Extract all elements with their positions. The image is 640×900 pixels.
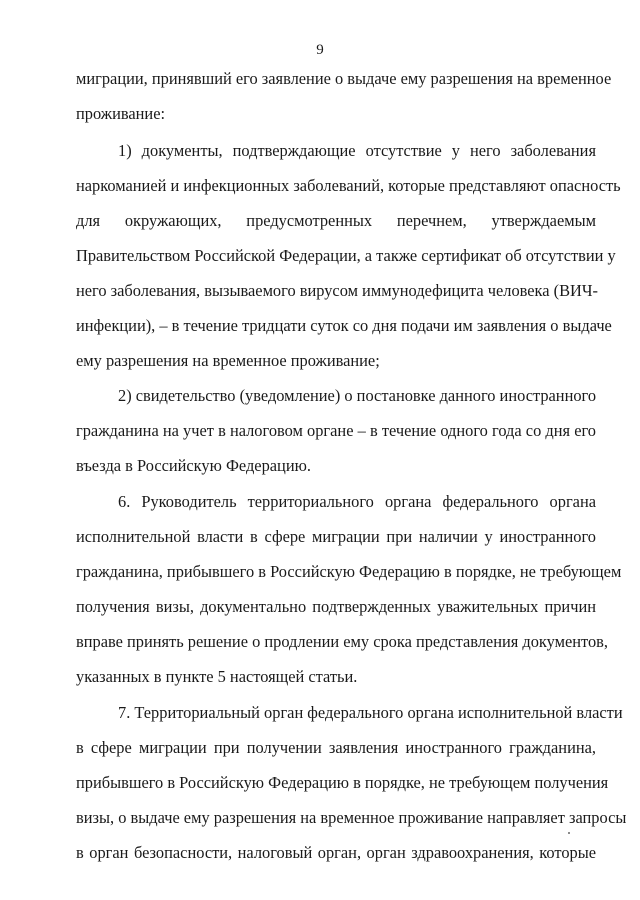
text-line: в сфере миграции при получении заявления иностранного гражданина,: [76, 738, 596, 757]
text-line: прибывшего в Российскую Федерацию в порядке, не требующем получения: [76, 773, 609, 792]
text-line: наркоманией и инфекционных заболеваний, которые представляют опасность: [76, 176, 621, 195]
text-line: миграции, принявший его заявление о выдаче ему разрешения на временное: [76, 69, 612, 88]
page-number: 9: [316, 42, 324, 58]
text-line: исполнительной власти в сфере миграции при наличии у иностранного: [76, 527, 596, 546]
text-line: получения визы, документально подтвержденных уважительных причин: [76, 597, 596, 616]
text-line: для окружающих, предусмотренных перечнем, утверждаемым: [76, 211, 596, 230]
text-line: в орган безопасности, налоговый орган, орган здравоохранения, которые: [76, 843, 596, 862]
text-line: гражданина на учет в налоговом органе – в течение одного года со дня его: [76, 421, 596, 440]
text-line: визы, о выдаче ему разрешения на временное проживание направляет запросы: [76, 808, 627, 827]
scan-artifact: [568, 832, 570, 834]
text-line: него заболевания, вызываемого вирусом иммунодефицита человека (ВИЧ-: [76, 281, 598, 300]
text-line: 6. Руководитель территориального органа федерального органа: [118, 492, 596, 511]
text-line: 7. Территориальный орган федерального органа исполнительной власти: [118, 703, 623, 722]
text-line: вправе принять решение о продлении ему срока представления документов,: [76, 632, 609, 651]
text-line: инфекции), – в течение тридцати суток со дня подачи им заявления о выдаче: [76, 316, 612, 335]
text-line: ему разрешения на временное проживание;: [76, 351, 380, 370]
text-line: указанных в пункте 5 настоящей статьи.: [76, 667, 358, 686]
text-line: 1) документы, подтверждающие отсутствие у него заболевания: [118, 141, 596, 160]
text-line: въезда в Российскую Федерацию.: [76, 456, 311, 475]
text-line: гражданина, прибывшего в Российскую Федерацию в порядке, не требующем: [76, 562, 622, 581]
text-line: 2) свидетельство (уведомление) о постановке данного иностранного: [118, 386, 597, 405]
text-line: Правительством Российской Федерации, а также сертификат об отсутствии у: [76, 246, 616, 265]
text-line: проживание:: [76, 104, 166, 123]
